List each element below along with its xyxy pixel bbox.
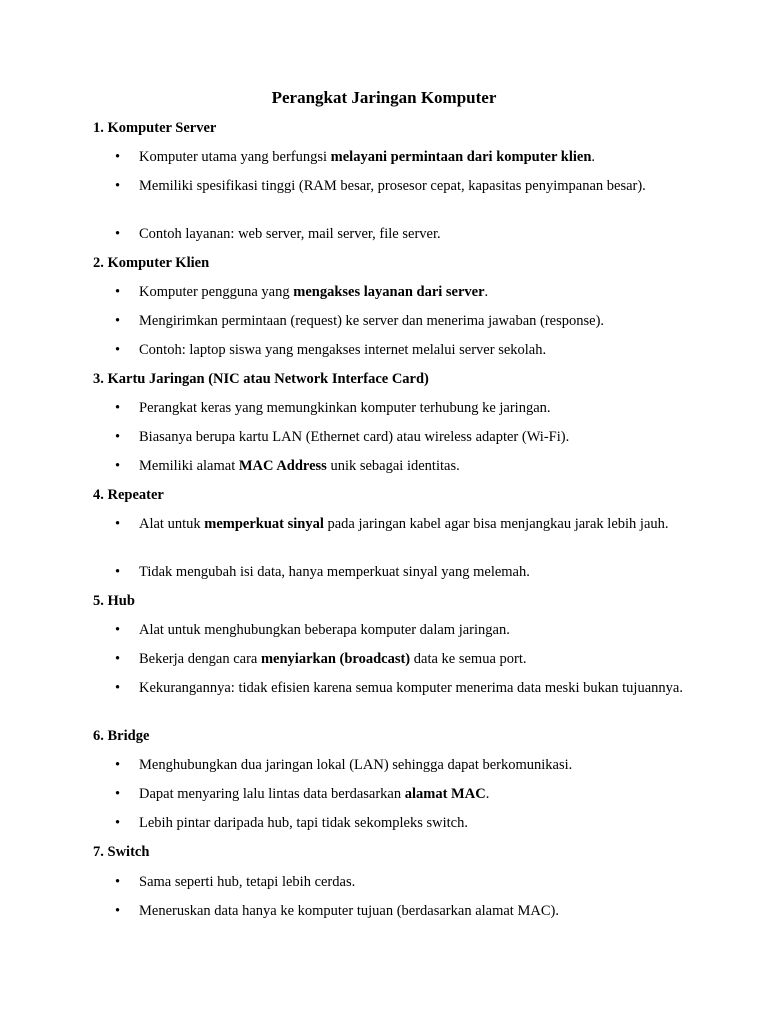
- list-item: [139, 177, 684, 196]
- bold-text: mengakses layanan dari server: [293, 284, 485, 300]
- bullet-icon: •: [115, 178, 121, 194]
- list-item: [139, 312, 684, 331]
- text-run: Komputer utama yang berfungsi: [139, 149, 331, 165]
- bullet-icon: •: [115, 149, 121, 165]
- text-run: Bekerja dengan cara: [139, 651, 261, 667]
- bullet-icon: •: [115, 903, 121, 919]
- list-item: [139, 148, 684, 167]
- list-item: [139, 457, 684, 476]
- bullet-icon: •: [115, 815, 121, 831]
- bullet-icon: •: [115, 516, 121, 532]
- list-item: [139, 283, 684, 302]
- list-item: [139, 814, 684, 833]
- list-item: [139, 428, 684, 447]
- text-run: .: [591, 149, 596, 165]
- list-item: [139, 341, 684, 360]
- section-heading: 1. Komputer Server: [93, 120, 217, 136]
- list-item: [139, 873, 684, 892]
- bullet-icon: •: [115, 400, 121, 416]
- bullet-icon: •: [115, 458, 121, 474]
- text-run: pada jaringan kabel agar bisa menjangkau jarak lebih jauh.: [323, 516, 669, 532]
- bullet-icon: •: [115, 429, 121, 445]
- list-item: [139, 679, 684, 698]
- bullet-icon: •: [115, 680, 121, 696]
- text-run: Komputer pengguna yang: [139, 284, 294, 300]
- list-item: [139, 563, 684, 582]
- text-run: Kekurangannya: tidak efisien karena semua komputer menerima data meski bukan tujuannya.: [139, 680, 683, 696]
- bullet-icon: •: [115, 757, 121, 773]
- text-run: Memiliki spesifikasi tinggi (RAM besar, prosesor cepat, kapasitas penyimpanan besar).: [139, 178, 646, 194]
- text-run: .: [484, 284, 489, 300]
- text-run: Alat untuk: [139, 516, 205, 532]
- bullet-icon: •: [115, 226, 121, 242]
- section-heading: 2. Komputer Klien: [93, 255, 210, 271]
- text-run: .: [485, 786, 490, 802]
- bullet-icon: •: [115, 564, 121, 580]
- document-title: Perangkat Jaringan Komputer: [271, 88, 497, 107]
- list-item: [139, 225, 684, 244]
- text-run: Biasanya berupa kartu LAN (Ethernet card) atau wireless adapter (Wi-Fi).: [139, 429, 570, 445]
- text-run: Menghubungkan dua jaringan lokal (LAN) sehingga dapat berkomunikasi.: [139, 757, 573, 773]
- bold-text: alamat MAC: [404, 786, 486, 802]
- text-run: Sama seperti hub, tetapi lebih cerdas.: [139, 874, 356, 890]
- bullet-icon: •: [115, 284, 121, 300]
- text-run: Meneruskan data hanya ke komputer tujuan (berdasarkan alamat MAC).: [139, 903, 559, 919]
- list-item: [139, 902, 684, 921]
- section-heading: 4. Repeater: [93, 487, 164, 503]
- bold-text: MAC Address: [238, 458, 327, 474]
- text-run: Contoh layanan: web server, mail server, file server.: [139, 226, 441, 242]
- list-item: [139, 785, 684, 804]
- text-run: Dapat menyaring lalu lintas data berdasarkan: [139, 786, 405, 802]
- text-run: Lebih pintar daripada hub, tapi tidak sekompleks switch.: [139, 815, 468, 831]
- list-item: [139, 650, 684, 669]
- text-run: Mengirimkan permintaan (request) ke server dan menerima jawaban (response).: [139, 313, 605, 329]
- bullet-icon: •: [115, 313, 121, 329]
- section-heading: 6. Bridge: [93, 728, 150, 744]
- list-item: [139, 756, 684, 775]
- bullet-icon: •: [115, 874, 121, 890]
- bold-text: melayani permintaan dari komputer klien: [330, 149, 592, 165]
- bullet-icon: •: [115, 651, 121, 667]
- text-run: Alat untuk menghubungkan beberapa komputer dalam jaringan.: [139, 622, 510, 638]
- text-run: Tidak mengubah isi data, hanya memperkuat sinyal yang melemah.: [139, 564, 530, 580]
- section-heading: 7. Switch: [93, 844, 150, 860]
- bullet-icon: •: [115, 342, 121, 358]
- bold-text: menyiarkan (broadcast): [260, 651, 411, 667]
- bullet-icon: •: [115, 786, 121, 802]
- text-run: Contoh: laptop siswa yang mengakses internet melalui server sekolah.: [139, 342, 547, 358]
- text-run: Perangkat keras yang memungkinkan komputer terhubung ke jaringan.: [139, 400, 551, 416]
- list-item: [139, 621, 684, 640]
- text-run: data ke semua port.: [410, 651, 527, 667]
- text-run: unik sebagai identitas.: [326, 458, 460, 474]
- text-run: Memiliki alamat: [139, 458, 239, 474]
- list-item: [139, 515, 684, 534]
- list-item: [139, 399, 684, 418]
- section-heading: 5. Hub: [93, 593, 135, 609]
- bullet-icon: •: [115, 622, 121, 638]
- section-heading: 3. Kartu Jaringan (NIC atau Network Interface Card): [93, 371, 429, 387]
- bold-text: memperkuat sinyal: [204, 516, 324, 532]
